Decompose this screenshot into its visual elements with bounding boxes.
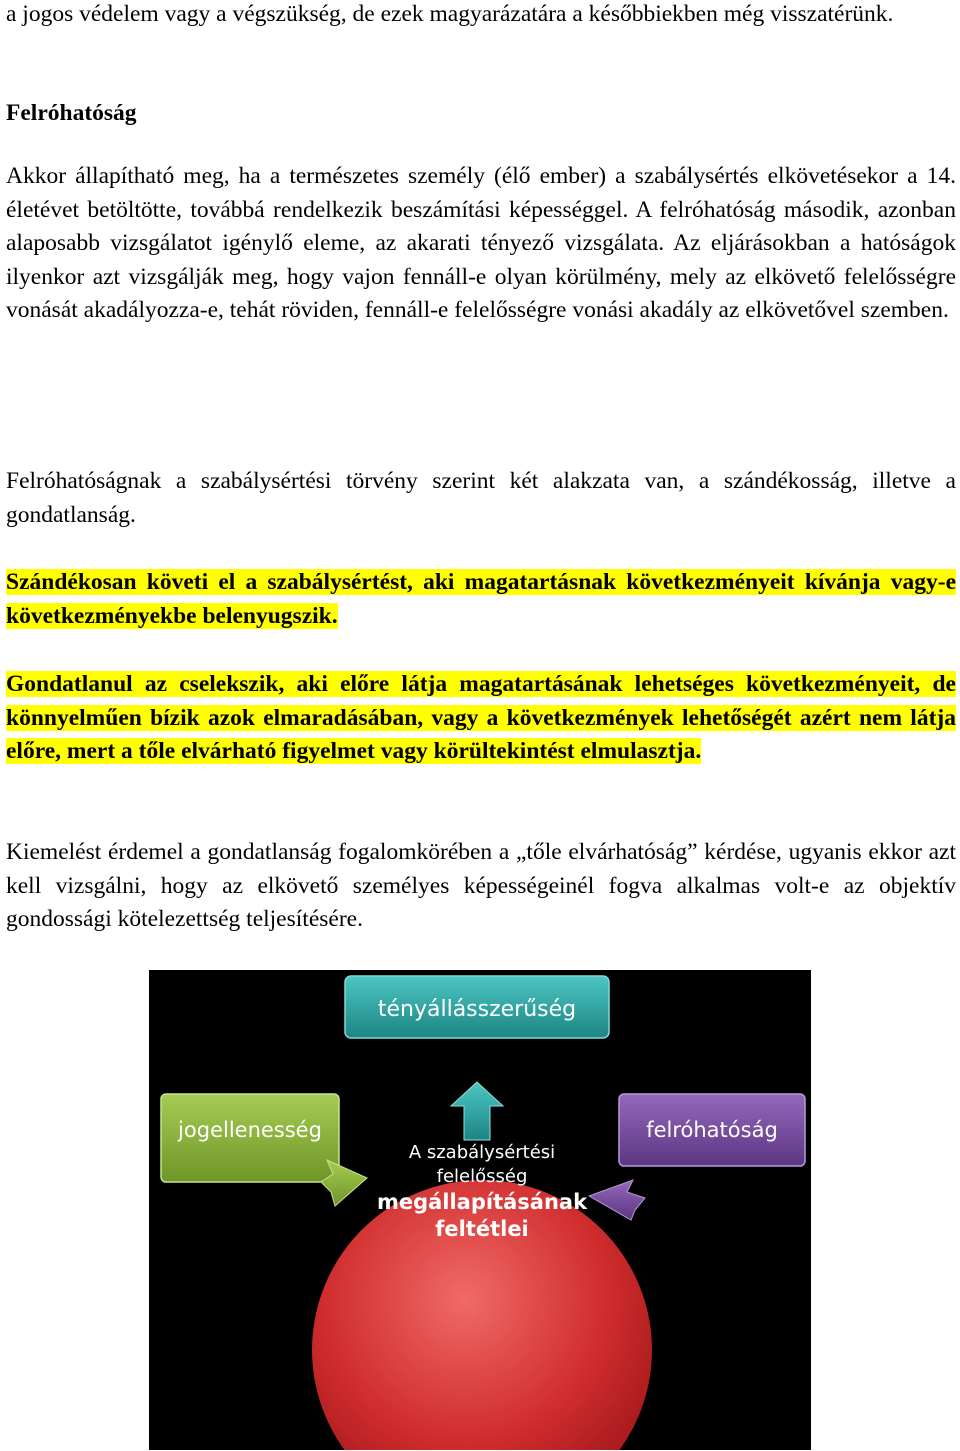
center-line4: feltétlei <box>435 1217 529 1241</box>
up-arrow <box>451 1082 503 1140</box>
liability-diagram <box>149 970 811 1450</box>
highlight-negligence: Gondatlanul az cselekszik, aki előre látja magatartásának lehetséges következményeit, de könnyelműen bízik azok elmaradásában, vagy a következmények lehetőségét azért nem látja előre, mert a tőle elvárható figyelmet vagy körültekintést elmulasztja. <box>6 671 956 764</box>
center-line1: A szabálysértési <box>408 1142 556 1163</box>
paragraph-definition <box>6 160 956 328</box>
paragraph-definition-part2: Az eljárásokban a hatóságok ilyenkor azt vizsgálják meg, hogy vajon fennáll-e olyan körülmény, mely az elkövető felelősségre vonását akadályozza-e, tehát röviden, fennáll-e felelősségre vonási akadály az elkövetővel szemben. <box>6 230 956 323</box>
paragraph-intent <box>6 566 956 633</box>
right-box-label: felróhatóság <box>646 1118 778 1142</box>
top-box-label: tényállásszerűség <box>377 997 577 1022</box>
section-heading: Felróhatóság <box>6 100 137 126</box>
center-line3: megállapításának <box>376 1190 588 1214</box>
highlight-intent: Szándékosan követi el a szabálysértést, aki magatartásnak következményeit kívánja vagy-e következményekbe belenyugszik. <box>6 569 956 629</box>
paragraph-definition-part1: Akkor állapítható meg, ha a természetes személy (élő ember) a szabálysértés elkövetésekor a 14. életévet betöltötte, továbbá rendelkezik beszámítási képességgel. A felróhatóság második, azonban alaposabb vizsgálatot igénylő eleme, az akarati tényező vizsgálata. <box>6 163 956 256</box>
diagram-svg <box>149 970 811 1450</box>
right-arrow <box>589 1180 645 1220</box>
intro-paragraph: a jogos védelem vagy a végszükség, de ezek magyarázatára a későbbiekben még visszatérünk. <box>6 1 894 27</box>
paragraph-forms: Felróhatóságnak a szabálysértési törvény szerint két alakzata van, a szándékosság, illetve a gondatlanság. <box>6 468 956 528</box>
left-box-label: jogellenesség <box>178 1118 322 1142</box>
paragraph-expectation: Kiemelést érdemel a gondatlanság fogalomkörében a „tőle elvárhatóság” kérdése, ugyanis ekkor azt kell vizsgálni, hogy az elkövető személyes képességeinél fogva alkalmas volt-e az objektív gondossági kötelezettség teljesítésére. <box>6 839 956 932</box>
center-line2: felelősség <box>436 1166 528 1187</box>
paragraph-negligence <box>6 668 956 769</box>
